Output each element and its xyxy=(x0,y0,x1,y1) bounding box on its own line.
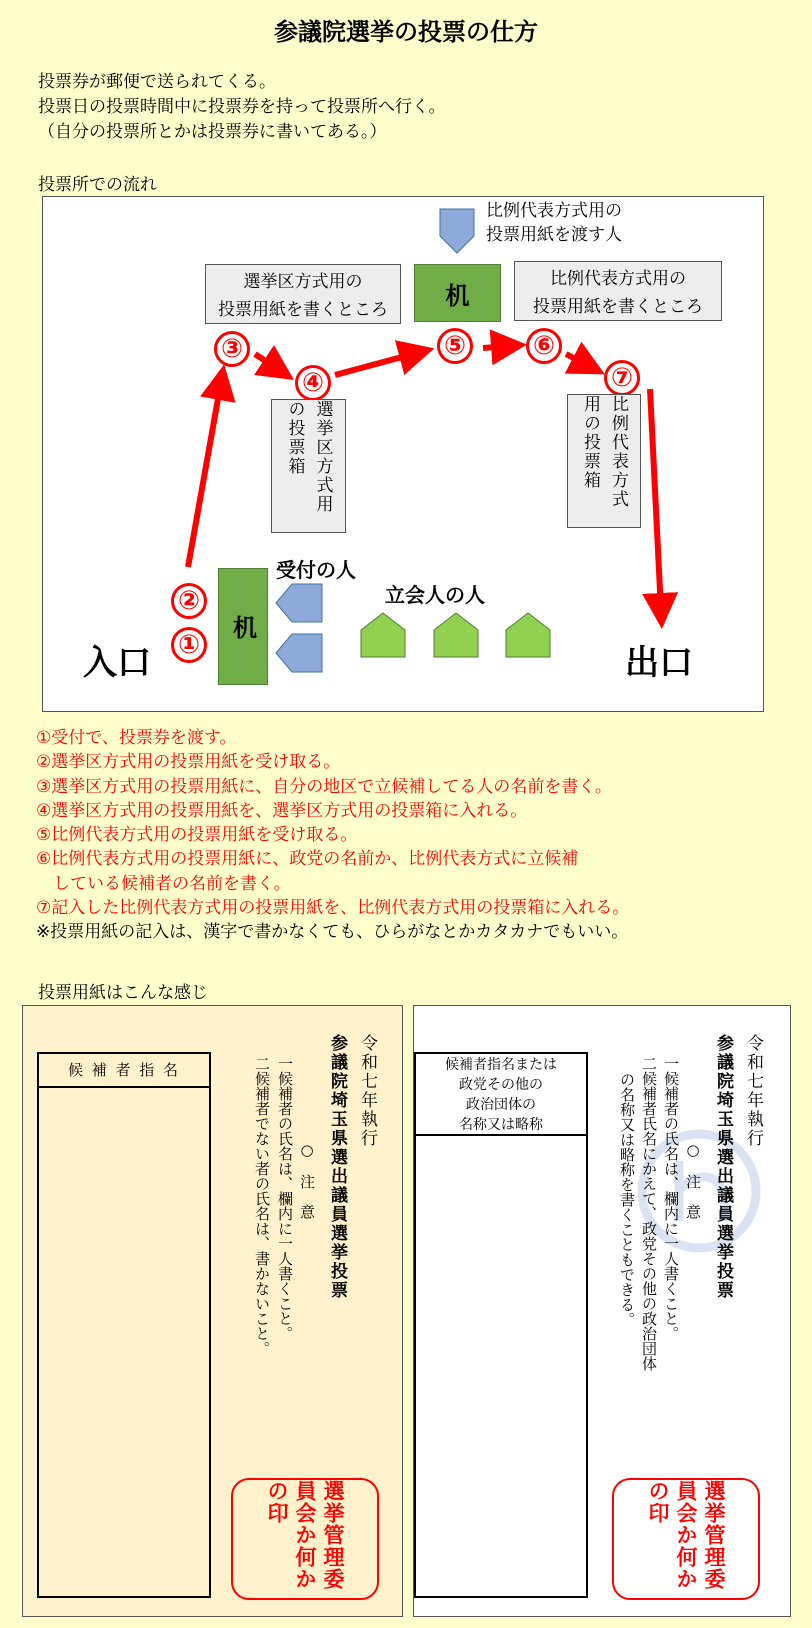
intro-text xyxy=(38,70,446,145)
step-item: ③選挙区方式用の投票用紙に、自分の地区で立候補してる人の名前を書く。 xyxy=(36,776,612,797)
witness-person-icon xyxy=(433,612,479,658)
step-3-marker: ③ xyxy=(214,331,250,367)
ballot-title: 参議院埼玉県選出議員選挙投票 xyxy=(327,1034,347,1300)
ballot-rule: 一候補者の氏名は、欄内に一人書くこと。 xyxy=(662,1056,680,1341)
step-5-marker: ⑤ xyxy=(437,328,473,364)
intro-line: 投票券が郵便で送られてくる。 xyxy=(38,72,276,92)
intro-line: 投票日の投票時間中に投票券を持って投票所へ行く。 xyxy=(38,97,446,117)
arrow-3-to-4 xyxy=(255,354,279,370)
intro-line: （自分の投票所とかは投票券に書いてある。） xyxy=(38,122,387,142)
candidate-or-party-name-field xyxy=(414,1052,588,1598)
step-6-marker: ⑥ xyxy=(526,328,562,364)
official-stamp-placeholder: 選挙管理委員会か何かの印 xyxy=(231,1478,379,1600)
reception-label: 受付の人 xyxy=(276,558,356,582)
witness-person-icon xyxy=(360,612,406,658)
entrance-label: 入口 xyxy=(83,643,151,683)
ballot-notice: ○ 注 意 xyxy=(298,1141,316,1219)
page-title: 参議院選挙の投票の仕方 xyxy=(274,18,538,46)
ballot-title: 参議院埼玉県選出議員選挙投票 xyxy=(713,1034,733,1300)
district-ballot-box: 選挙区方式用の投票箱 xyxy=(271,399,346,533)
step-item: ①受付で、投票券を渡す。 xyxy=(36,728,237,748)
reception-person-icon xyxy=(275,633,323,673)
ballots-label: 投票用紙はこんな感じ xyxy=(38,983,208,1003)
arrow-2-to-3 xyxy=(188,382,221,567)
handout-person-label: 比例代表方式用の 投票用紙を渡す人 xyxy=(486,201,622,245)
witness-label: 立会人の人 xyxy=(385,583,485,607)
step-7-marker: ⑦ xyxy=(604,360,640,396)
pr-writing-area: 比例代表方式用の 投票用紙を書くところ xyxy=(514,261,722,321)
pr-ballot-box: 比例代表方式用の投票箱 xyxy=(567,394,641,528)
reception-person-icon xyxy=(275,583,323,623)
ballot-rule: の名称又は略称を書くこともできる。 xyxy=(618,1072,636,1327)
desk-middle: 机 xyxy=(414,264,501,322)
official-stamp-placeholder: 選挙管理委員会か何かの印 xyxy=(612,1478,760,1600)
arrow-5-to-6 xyxy=(483,346,509,348)
name-field-header: 候補者指名または 政党その他の 政治団体の 名称又は略称 xyxy=(416,1054,586,1136)
note-text: ※投票用紙の記入は、漢字で書かなくても、ひらがなとかカタカナでもいい。 xyxy=(36,922,629,943)
district-writing-area: 選挙区方式用の 投票用紙を書くところ xyxy=(205,264,401,324)
step-item: ④選挙区方式用の投票用紙を、選挙区方式用の投票箱に入れる。 xyxy=(36,800,528,821)
name-field-header: 候 補 者 指 名 xyxy=(39,1054,209,1088)
step-item: ⑦記入した比例代表方式用の投票用紙を、比例代表方式用の投票箱に入れる。 xyxy=(36,898,630,919)
district-ballot-sample xyxy=(22,1005,403,1617)
step-2-marker: ② xyxy=(171,583,207,619)
ballot-rule: 二候補者でない者の氏名は、書かないこと。 xyxy=(253,1056,271,1356)
ballot-rule: 一候補者の氏名は、欄内に一人書くこと。 xyxy=(276,1056,294,1341)
steps-list xyxy=(36,726,629,945)
exit-label: 出口 xyxy=(625,643,693,683)
step-1-marker: ① xyxy=(171,627,207,663)
step-item: している候補者の名前を書く。 xyxy=(36,873,291,894)
ballot-era: 令和七年執行 xyxy=(743,1034,763,1148)
witness-person-icon xyxy=(505,612,551,658)
arrow-6-to-7 xyxy=(566,354,589,366)
handout-person-icon xyxy=(439,208,475,254)
pr-ballot-sample xyxy=(413,1005,791,1617)
polling-station-diagram xyxy=(42,196,764,712)
step-item: ⑥比例代表方式用の投票用紙に、政党の名前か、比例代表方式に立候補 xyxy=(36,849,579,870)
step-item: ⑤比例代表方式用の投票用紙を受け取る。 xyxy=(36,825,358,846)
arrow-7-to-exit xyxy=(650,389,661,611)
candidate-name-field xyxy=(37,1052,211,1598)
desk-reception: 机 xyxy=(218,568,268,685)
ballot-rule: 二候補者氏名にかえて、政党その他の政治団体 xyxy=(640,1056,658,1371)
ballot-notice: ○ 注 意 xyxy=(684,1141,702,1219)
step-4-marker: ④ xyxy=(295,365,331,401)
arrow-4-to-5 xyxy=(335,353,417,375)
flow-label: 投票所での流れ xyxy=(38,175,157,195)
ballot-era: 令和七年執行 xyxy=(357,1034,377,1148)
step-item: ②選挙区方式用の投票用紙を受け取る。 xyxy=(36,752,341,773)
